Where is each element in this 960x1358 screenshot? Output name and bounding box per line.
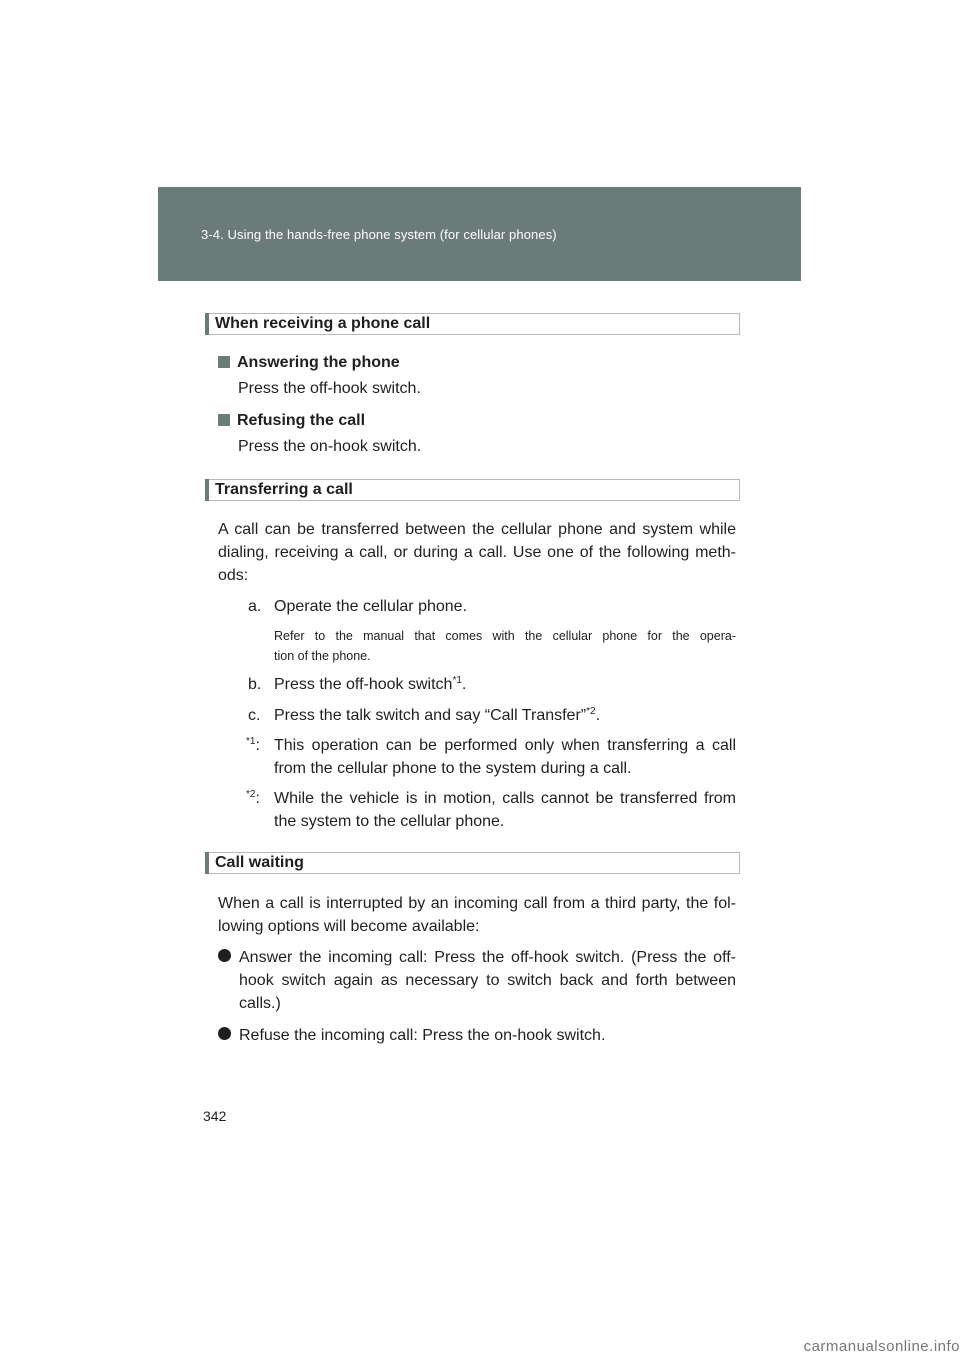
- section-breadcrumb: 3-4. Using the hands-free phone system (for cellular phones): [201, 227, 557, 242]
- subheading-refusing: [218, 409, 365, 432]
- footnote-marker: *2: [246, 789, 256, 800]
- footnote-1-line1: This operation can be performed only when transferring a call: [274, 737, 736, 754]
- bullet-1-line1: Answer the incoming call: Press the off-hook switch. (Press the off-: [239, 949, 736, 966]
- waiting-intro-line1: When a call is interrupted by an incoming call from a third party, the fol-: [218, 895, 736, 912]
- footnote-ref: *1: [452, 675, 462, 686]
- square-bullet-icon: [218, 356, 230, 368]
- list-marker-b: b.: [248, 676, 262, 693]
- watermark: carmanualsonline.info: [803, 1338, 960, 1355]
- bullet-1-line2: hook switch again as necessary to switch back and forth between: [239, 972, 736, 989]
- footnote-2-line2: the system to the cellular phone.: [274, 813, 505, 830]
- bullet-1-line3: calls.): [239, 995, 281, 1012]
- section-heading-call-waiting: [205, 852, 740, 874]
- section-title: When receiving a phone call: [215, 315, 431, 332]
- filled-circle-bullet-icon: [218, 949, 231, 962]
- list-item-b: Press the off-hook switch$^{*1}$.: [274, 675, 467, 693]
- bullet-2: [218, 1024, 231, 1047]
- footnote-1-line2: from the cellular phone to the system during a call.: [274, 760, 632, 777]
- footnote-2-line1: While the vehicle is in motion, calls cannot be transferred from: [274, 790, 736, 807]
- waiting-intro-line2: lowing options will become available:: [218, 918, 480, 935]
- page-number: 342: [203, 1108, 227, 1124]
- section-title: Transferring a call: [215, 481, 353, 498]
- subheading-label: Answering the phone: [237, 354, 400, 371]
- subheading-answering: [218, 351, 400, 374]
- heading-accent-bar: [205, 313, 209, 335]
- footnote-ref: *2: [586, 706, 596, 717]
- footnote-2-marker: $^{*2}$:: [246, 789, 260, 807]
- subheading-label: Refusing the call: [237, 412, 366, 429]
- refuse-instruction: Press the on-hook switch.: [238, 438, 422, 455]
- heading-accent-bar: [205, 479, 209, 501]
- bullet-1: [218, 946, 231, 969]
- footnote-1-marker: $^{*1}$:: [246, 736, 260, 754]
- bullet-2-text: Refuse the incoming call: Press the on-hook switch.: [239, 1027, 606, 1044]
- square-bullet-icon: [218, 414, 230, 426]
- list-marker-a: a.: [248, 598, 262, 615]
- footnote-marker: *1: [246, 736, 256, 747]
- section-heading-receiving: [205, 313, 740, 335]
- list-item-text: Press the talk switch and say “Call Transfer”: [274, 707, 587, 724]
- section-heading-transfer: [205, 479, 740, 501]
- list-item-c: Press the talk switch and say “Call Transfer”$^{*2}$.: [274, 706, 601, 724]
- filled-circle-bullet-icon: [218, 1027, 231, 1040]
- transfer-intro-line1: A call can be transferred between the cellular phone and system while: [218, 521, 736, 538]
- transfer-intro-line2: dialing, receiving a call, or during a call. Use one of the following meth-: [218, 544, 736, 561]
- transfer-intro-line3: ods:: [218, 567, 249, 584]
- section-title: Call waiting: [215, 854, 304, 871]
- heading-accent-bar: [205, 852, 209, 874]
- list-item-a-note-line1: Refer to the manual that comes with the cellular phone for the opera-: [274, 629, 736, 643]
- list-marker-c: c.: [248, 707, 261, 724]
- list-item-text: Press the off-hook switch: [274, 676, 453, 693]
- list-item-a-note-line2: tion of the phone.: [274, 649, 371, 663]
- page-header-band: [158, 187, 801, 281]
- answer-instruction: Press the off-hook switch.: [238, 380, 421, 397]
- list-item-a: Operate the cellular phone.: [274, 598, 468, 615]
